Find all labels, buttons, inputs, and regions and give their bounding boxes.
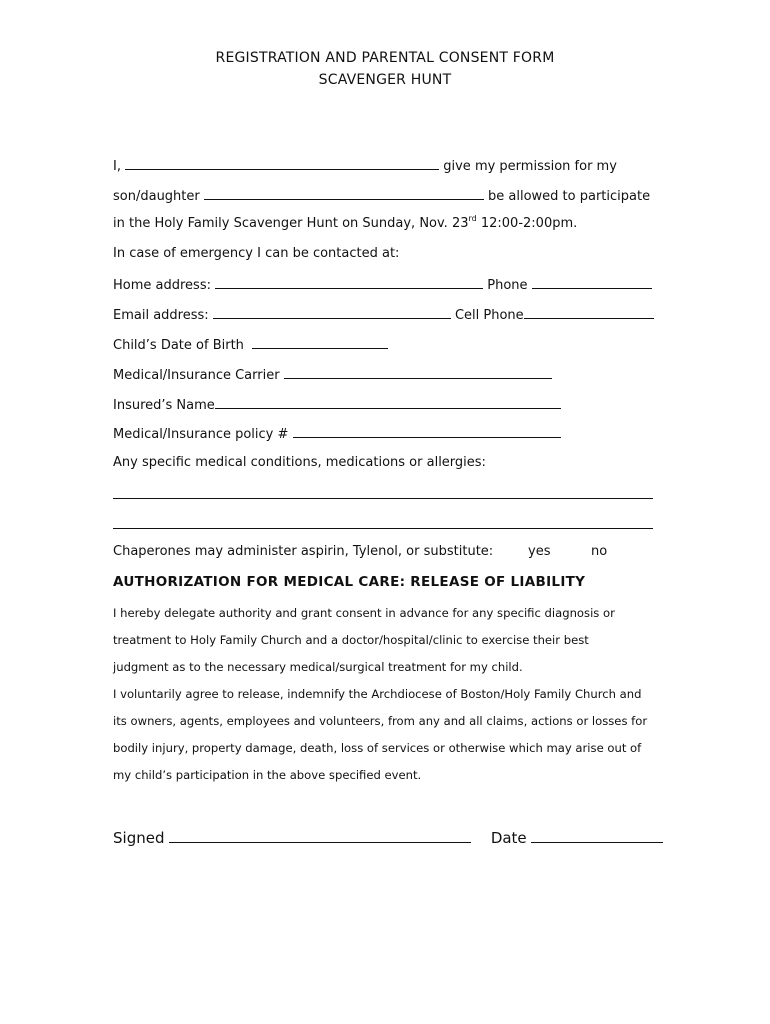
authorization-line: bodily injury, property damage, death, loss of services or otherwise which may arise out of [113, 741, 642, 755]
chaperone-text: Chaperones may administer aspirin, Tylenol, or substitute: [113, 544, 494, 559]
parent-name-field[interactable] [125, 157, 439, 170]
son-daughter-line [113, 187, 650, 204]
authorization-line: judgment as to the necessary medical/surgical treatment for my child. [113, 660, 523, 674]
phone-field[interactable] [532, 276, 652, 289]
email-line [113, 306, 654, 323]
son-daughter-label: son/daughter [113, 189, 200, 204]
policy-field[interactable] [293, 425, 561, 438]
conditions-field-1[interactable] [113, 498, 653, 499]
home-address-field[interactable] [215, 276, 483, 289]
policy-label: Medical/Insurance policy # [113, 427, 289, 442]
carrier-line [113, 366, 552, 383]
authorization-line: its owners, agents, employees and volunteers, from any and all claims, actions or losses for [113, 714, 648, 728]
policy-line [113, 425, 561, 442]
yes-option[interactable]: yes [528, 544, 551, 559]
permission-prefix: I, [113, 159, 121, 174]
event-date-suffix: rd [468, 214, 477, 223]
signed-label: Signed [113, 829, 165, 847]
authorization-line: I voluntarily agree to release, indemnify the Archdiocese of Boston/Holy Family Church and [113, 687, 642, 701]
son-daughter-suffix: be allowed to participate [488, 189, 651, 204]
cell-phone-label: Cell Phone [454, 308, 524, 323]
home-address-label: Home address: [113, 278, 211, 293]
dob-label: Child’s Date of Birth [113, 338, 244, 353]
authorization-line: treatment to Holy Family Church and a doctor/hospital/clinic to exercise their best [113, 633, 589, 647]
event-time: 12:00-2:00pm. [476, 216, 578, 231]
dob-field[interactable] [252, 336, 388, 349]
signature-line [113, 828, 663, 847]
event-line [113, 216, 577, 231]
email-field[interactable] [213, 306, 451, 319]
conditions-field-2[interactable] [113, 528, 653, 529]
authorization-line: my child’s participation in the above specified event. [113, 768, 422, 782]
insured-name-field[interactable] [215, 396, 561, 409]
conditions-label: Any specific medical conditions, medications or allergies: [113, 455, 486, 470]
dob-line [113, 336, 388, 353]
insured-label: Insured’s Name [113, 398, 215, 413]
emergency-text: In case of emergency I can be contacted at: [113, 246, 400, 261]
authorization-line: I hereby delegate authority and grant consent in advance for any specific diagnosis or [113, 606, 615, 620]
home-address-line [113, 276, 652, 293]
email-label: Email address: [113, 308, 209, 323]
carrier-field[interactable] [284, 366, 552, 379]
event-text: in the Holy Family Scavenger Hunt on Sunday, Nov. 23 [113, 216, 469, 231]
child-name-field[interactable] [204, 187, 484, 200]
permission-line [113, 157, 617, 174]
insured-line [113, 396, 561, 413]
date-label: Date [490, 829, 527, 847]
authorization-heading: AUTHORIZATION FOR MEDICAL CARE: RELEASE OF LIABILITY [113, 574, 586, 590]
signature-field[interactable] [169, 828, 471, 843]
phone-label: Phone [487, 278, 528, 293]
form-title: REGISTRATION AND PARENTAL CONSENT FORM [215, 50, 555, 66]
carrier-label: Medical/Insurance Carrier [113, 368, 280, 383]
form-subtitle: SCAVENGER HUNT [318, 72, 452, 88]
permission-suffix: give my permission for my [443, 159, 617, 174]
cell-phone-field[interactable] [524, 306, 654, 319]
date-field[interactable] [531, 828, 663, 843]
no-option[interactable]: no [591, 544, 608, 559]
